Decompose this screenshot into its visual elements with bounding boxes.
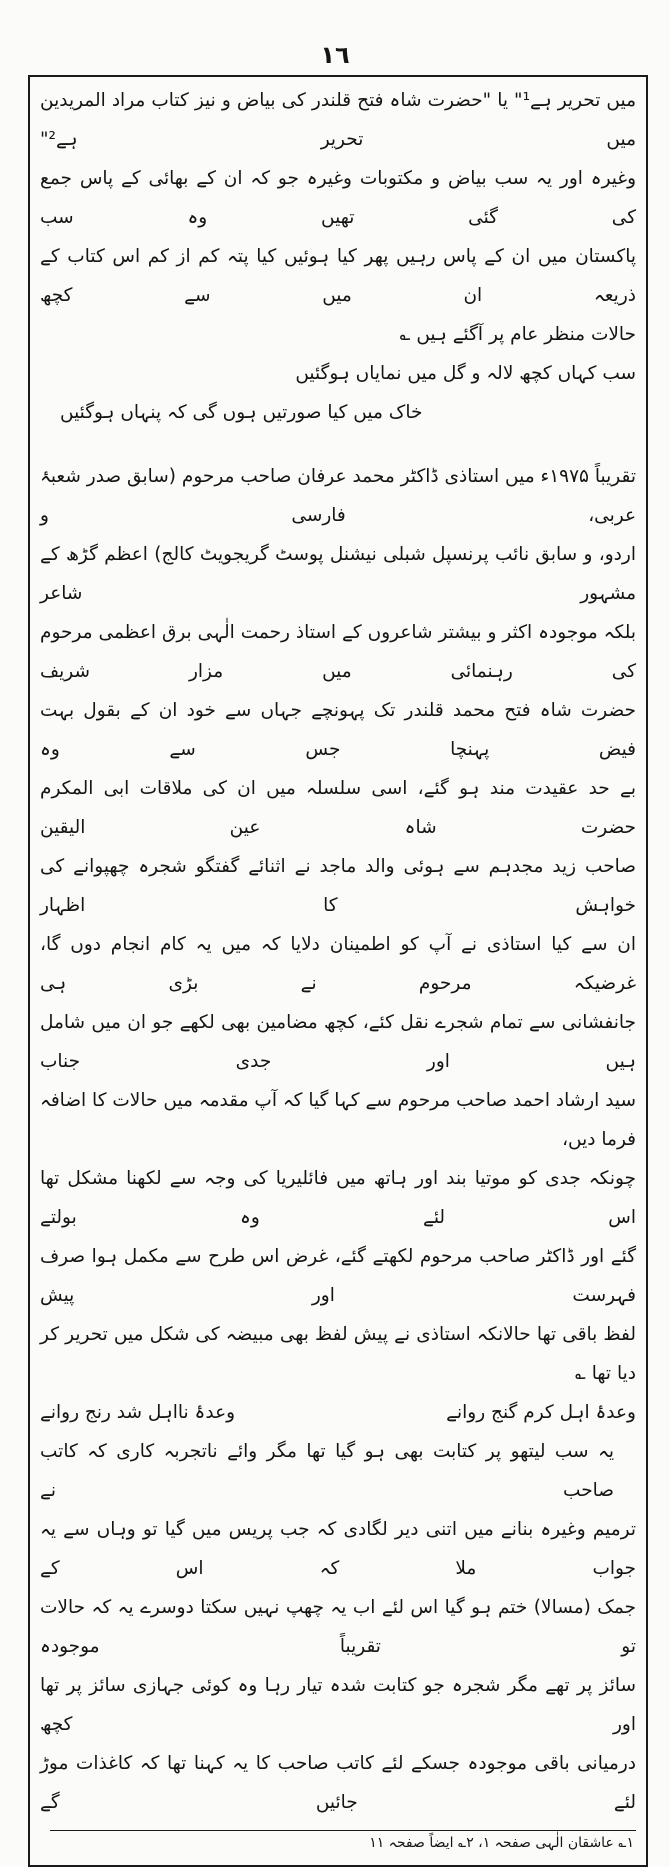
text-line: میں تحریر ہے¹" یا "حضرت شاہ فتح قلندر کی بیاض و نیز کتاب مراد المریدین میں تحریر ہے²" xyxy=(40,90,637,150)
text-line: چونکہ جدی کو موتیا بند اور ہاتھ میں فائلیریا کی وجہ سے لکھنا مشکل تھا اس لئے وہ بولتے xyxy=(40,1168,636,1228)
page-number: ١٦ xyxy=(320,41,350,69)
text-line: صاحب زید مجدہم سے ہوئی والد ماجد نے اثنائے گفتگو شجرہ چھپوانے کی خواہش کا اظہار xyxy=(40,856,636,916)
verse-lead: حالات منظر عام پر آگئے ہیں ؎ xyxy=(399,324,636,345)
verse-hemistich: خاک میں کیا صورتیں ہوں گی کہ پنہاں ہوگئیں xyxy=(60,402,423,423)
text-line: سائز پر تھے مگر شجرہ جو کتابت شدہ تیار رہا وہ کوئی جہازی سائز پر تھا اور کچھ xyxy=(40,1675,636,1735)
text-line: حضرت شاہ فتح محمد قلندر تک پہونچے جہاں سے خود ان کے بقول بہت فیض پہنچا جس سے وہ xyxy=(40,700,636,760)
text-line: جمک (مسالا) ختم ہو گیا اس لئے اب یہ چھپ نہیں سکتا دوسرے یہ کہ حالات تو تقریباً موجودہ xyxy=(40,1597,636,1657)
text-line: ترمیم وغیرہ بنانے میں اتنی دیر لگادی کہ جب پریس میں گیا تو وہاں سے یہ جواب ملا کہ اس کے xyxy=(40,1519,636,1579)
verse-line xyxy=(40,315,636,393)
text-line: ان سے کیا استاذی نے آپ کو اطمینان دلایا کہ میں یہ کام انجام دوں گا، غرضیکہ مرحوم نے بڑی ہی xyxy=(40,934,636,994)
verse-hemistich: سب کہاں کچھ لالہ و گل میں نمایاں ہوگئیں xyxy=(295,363,636,384)
text-line: لفظ باقی تھا حالانکہ استاذی نے پیش لفظ بھی مبیضہ کی شکل میں تحریر کر دیا تھا ؎ xyxy=(40,1324,636,1384)
verse-hemistich: وعدۂ نااہل شد رنج روانے xyxy=(40,1402,236,1423)
text-line: درمیانی باقی موجودہ جسکے لئے کاتب صاحب کا یہ کہنا تھا کہ کاغذات موڑ لئے جائیں گے xyxy=(40,1753,636,1813)
text-line: جانفشانی سے تمام شجرے نقل کئے، کچھ مضامین بھی لکھے جو ان میں شامل ہیں اور جدی جناب xyxy=(40,1012,636,1072)
text-line: سید ارشاد احمد صاحب مرحوم سے کہا گیا کہ آپ مقدمہ میں حالات کا اضافہ فرما دیں، xyxy=(40,1090,636,1150)
verse-line xyxy=(40,393,636,432)
verse-hemistich: وعدۂ اہل کرم گنج روانے xyxy=(446,1402,636,1423)
text-line: گئے اور ڈاکٹر صاحب مرحوم لکھتے گئے، غرض اس طرح سے مکمل ہوا صرف فہرست اور پیش xyxy=(40,1246,636,1306)
text-line: وغیرہ اور یہ سب بیاض و مکتوبات وغیرہ جو کہ ان کے بھائی کے پاس جمع کی گئی تھیں وہ سب xyxy=(40,168,636,228)
text-frame xyxy=(28,75,648,1867)
footnote: ۱؎ عاشقان الٰہی صفحہ ۱، ۲؎ ایضاً صفحہ ۱۱ xyxy=(369,1835,634,1851)
text-line: پاکستان میں ان کے پاس رہیں پھر کیا ہوئیں کیا پتہ کم از کم اس کتاب کے ذریعہ ان میں سے کچھ xyxy=(40,246,636,306)
verse-line xyxy=(40,1393,636,1432)
text-line: یہ سب لیتھو پر کتابت بھی ہو گیا تھا مگر وائے ناتجربہ کاری کہ کاتب صاحب نے xyxy=(40,1441,614,1501)
text-line: بلکہ موجودہ اکثر و بیشتر شاعروں کے استاذ رحمت الٰہی برق اعظمی مرحوم کی رہنمائی میں مزار شریف xyxy=(40,622,636,682)
page-body xyxy=(40,81,636,1822)
text-line: تقریباً ۱۹۷۵ء میں استاذی ڈاکٹر محمد عرفان صاحب مرحوم (سابق صدر شعبۂ عربی، فارسی و xyxy=(40,466,636,526)
text-line: اردو، و سابق نائب پرنسپل شبلی نیشنل پوسٹ گریجویٹ کالج) اعظم گڑھ کے مشہور شاعر xyxy=(40,544,636,604)
text-line: بے حد عقیدت مند ہو گئے، اسی سلسلہ میں ان کی ملاقات ابی المکرم حضرت شاہ عین الیقین xyxy=(40,778,636,838)
